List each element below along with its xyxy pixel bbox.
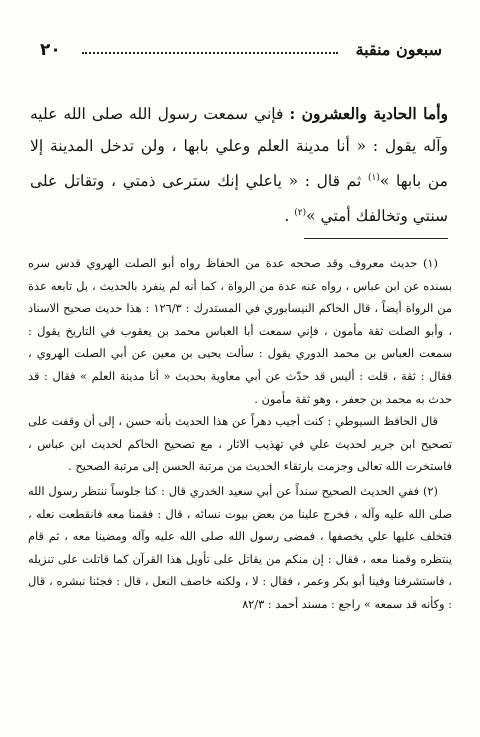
footnote-ref-1: (١) [367,173,380,183]
footnotes [28,252,452,616]
footnote-2: (٢) ففي الحديث الصحيح سنداً عن أبي سعيد الخدري قال : كنا جلوساً ننتظر رسول الله صلى الله عليه وآله ، فخرج علينا من بعض بيوت نسائه ، قال : فقمنا معه فانقطعت نعله ، فتخلف عليها علي يخصفها ، فمضى رسول الله صلى الله عليه وآله ومضينا معه ، ثم قام ينتظره وقمنا معه ، فقال : إن منكم من يقاتل على تأويل هذا القرآن كما قاتلت على تنزيله ، فاستشرفنا وفينا أبو بكر وعمر ، فقال : لا ، ولكنه خاصف النعل ، قال : فجئنا نبشره ، قال : وكأنه قد سمعه » راجع : مسند أحمد : ٨٢/٣ [28,483,452,611]
main-text [30,98,448,232]
main-text-part-2: ثم قال : « ياعلي إنك سترعى ذمتي ، وتقاتل على سنتي وتخالفك أمتي » [30,172,448,226]
footnote-1-continued: قال الحافظ السيوطي : كنت أجيب دهراً عن هذا الحديث بأنه حسن ، إلى أن وقفت على تصحيح ابن جرير لحديث علي في تهذيب الاثار ، مع تصحيح الحاكم لحديث ابن عباس ، فاستخرت الله تعالى وجزمت بارتقاء الحديث من مرتبة الحسن إلى مرتبة الصحيح . [28,414,452,474]
footnote-1: (١) حديث معروف وقد صححه عدة من الحفاظ رواه أبو الصلت الهروي قدس سره بسنده عن ابن عباس ، رواه عنه عدة من الرواة ، كما أنه لم ينفرد بالحديث ، بل تابعه عدة من الرواة أيضاً ، قال الحاكم النيسابوري في المستدرك : ١٢٦/٣ : هذا حديث صحيح الاسناد ، وأبو الصلت ثقة مأمون ، فإني سمعت أبا العباس محمد بن يعقوب في التاريخ يقول : سمعت العباس بن محمد الدوري يقول : سألت يحيى بن معين عن أبي الصلت الهروي ، فقال : ثقة ، قلت : أليس قد حدّث عن أبي معاوية بحديث « أنا مدينة العلم » فقال : قد حدث به محمد بن جعفر ، وهو ثقة مأمون . [28,256,453,406]
running-head [40,40,442,62]
main-text-part-1: فإني سمعت رسول الله صلى الله عليه وآله يقول : « أنا مدينة العلم وعلي بابها ، ولن تدخل المدينة إلا من بابها » [30,105,448,191]
page-number: ٢٠ [40,40,61,60]
section-heading: وأما الحادية والعشرون : [289,104,448,123]
footnote-ref-2: (٢) [294,208,307,219]
main-text-part-3: . [284,207,295,226]
dotted-leader [82,52,338,54]
book-title: سبعون منقبة [355,40,442,59]
footnote-separator [304,238,448,239]
